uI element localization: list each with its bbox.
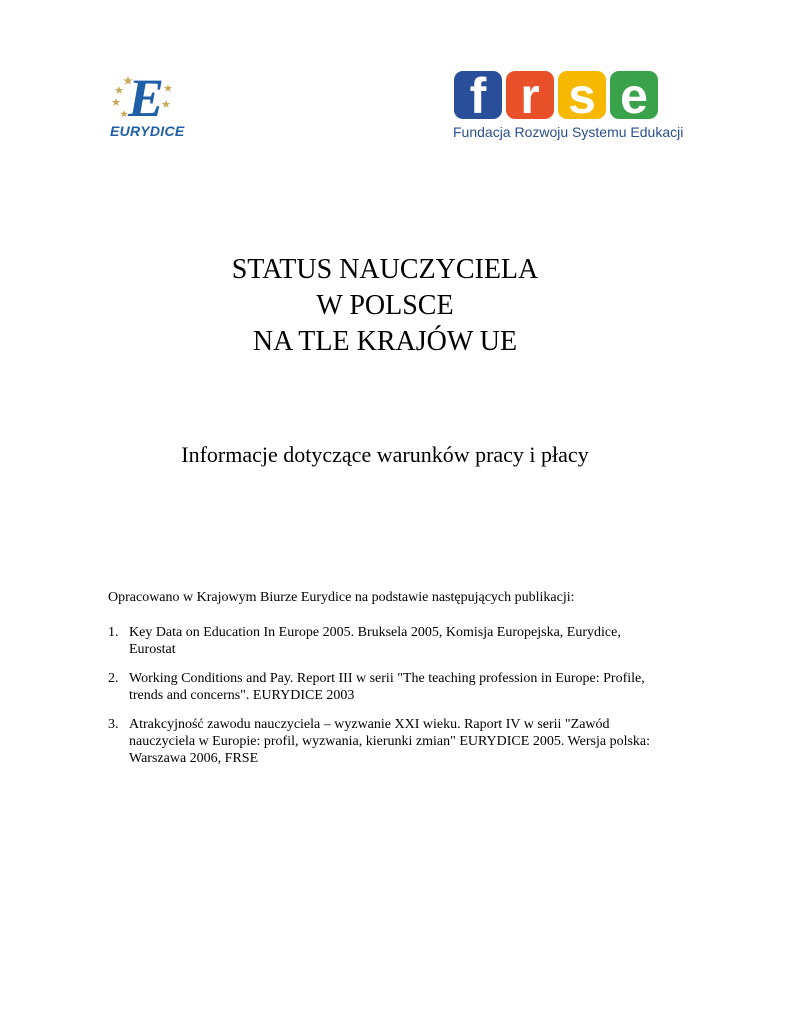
eurydice-logo <box>106 70 206 142</box>
frse-tagline: Fundacja Rozwoju Systemu Edukacji <box>453 124 684 140</box>
list-item-number: 2. <box>108 671 119 686</box>
list-item <box>108 670 668 704</box>
list-item <box>108 716 668 767</box>
frse-wordmark-icon <box>452 69 662 121</box>
title-line-2: W POLSCE <box>316 290 454 321</box>
frse-letter-f: f <box>469 69 487 121</box>
reference-list <box>108 624 668 779</box>
eurydice-e-emblem-icon <box>106 70 206 122</box>
frse-logo <box>452 69 684 144</box>
title-line-3: NA TLE KRAJÓW UE <box>252 326 518 357</box>
svg-text:E: E <box>128 70 165 122</box>
frse-letter-r: r <box>520 69 540 121</box>
intro-paragraph: Opracowano w Krajowym Biurze Eurydice na podstawie następujących publikacji: <box>108 590 575 605</box>
list-item <box>108 624 668 658</box>
list-item-text: Atrakcyjność zawodu nauczyciela – wyzwanie XXI wieku. Raport IV w serii "Zawód nauczyciela w Europie: profil, wyzwania, kierunki zmian" EURYDICE 2005. Wersja polska: Warszawa 2006, FRSE <box>129 717 651 766</box>
list-item-number: 3. <box>108 717 119 732</box>
list-item-text: Key Data on Education In Europe 2005. Bruksela 2005, Komisja Europejska, Eurydice, Eurostat <box>129 625 621 657</box>
list-item-text: Working Conditions and Pay. Report III w serii "The teaching profession in Europe: Profile, trends and concerns". EURYDICE 2003 <box>129 671 645 703</box>
eurydice-wordmark: EURYDICE <box>110 123 185 139</box>
document-subtitle: Informacje dotyczące warunków pracy i płacy <box>181 442 589 467</box>
frse-letter-e: e <box>620 69 648 121</box>
document-title <box>0 252 770 360</box>
title-line-1: STATUS NAUCZYCIELA <box>231 254 539 285</box>
list-item-number: 1. <box>108 625 119 640</box>
frse-letter-s: s <box>568 69 596 121</box>
